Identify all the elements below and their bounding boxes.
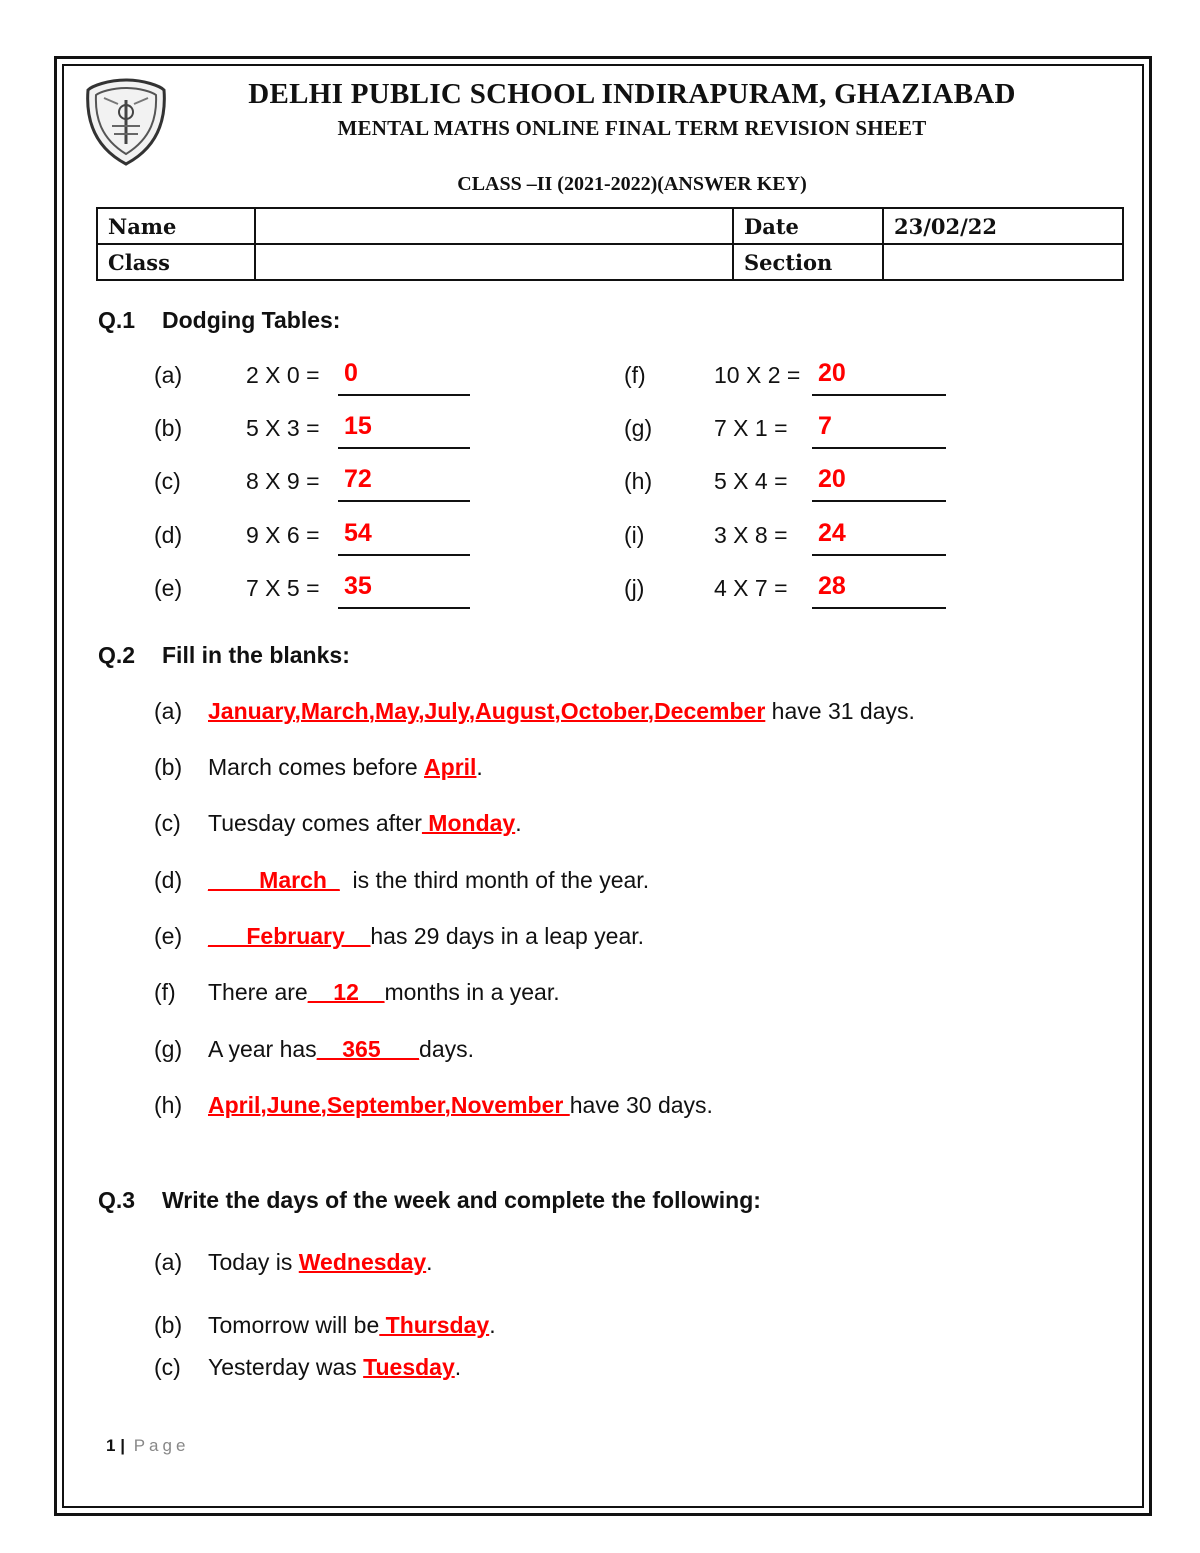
q3-title: Write the days of the week and complete the following: [162, 1187, 761, 1213]
q1-item-expression: 4 X 7 = [714, 575, 788, 601]
q1-item-label: (a) [154, 362, 183, 388]
q3-text-before: Today is [208, 1249, 299, 1275]
q1-item-expression: 8 X 9 = [246, 468, 320, 494]
class-field[interactable] [255, 244, 733, 280]
q1-number: Q.1 [98, 307, 136, 333]
q1-answer: 54 [344, 519, 372, 547]
q2-item-text [208, 1092, 713, 1119]
q3-item-text [208, 1354, 461, 1381]
q2-answer[interactable]: ___February__ [208, 923, 371, 949]
school-crest-icon [84, 76, 168, 168]
q2-answer[interactable]: April [424, 754, 477, 780]
q2-heading [98, 642, 350, 669]
q1-item-label: (b) [154, 415, 183, 441]
name-field[interactable] [255, 208, 733, 244]
q1-answer: 24 [818, 519, 846, 547]
q2-answer[interactable]: Monday [421, 810, 516, 836]
q2-text-after: . [515, 810, 522, 836]
q2-text-after: has 29 days in a leap year. [370, 923, 645, 949]
q3-answer[interactable]: Wednesday [298, 1249, 427, 1275]
q1-item-label: (f) [624, 362, 646, 388]
class-line: CLASS –II (2021-2022)(ANSWER KEY) [457, 173, 807, 195]
sheet-subtitle: MENTAL MATHS ONLINE FINAL TERM REVISION SHEET [337, 116, 927, 140]
q2-text-before: A year has [208, 1036, 317, 1062]
q1-answer: 72 [344, 465, 372, 493]
table-row [97, 208, 1123, 244]
q3-item-label: (a) [154, 1249, 183, 1275]
page-footer [106, 1436, 189, 1456]
q1-item-expression: 5 X 3 = [246, 415, 320, 441]
q3-text-before: Yesterday was [208, 1354, 364, 1380]
q1-answer: 7 [818, 412, 832, 440]
q1-item-expression: 10 X 2 = [714, 362, 801, 388]
q2-text-after: days. [419, 1036, 475, 1062]
q3-item-label: (b) [154, 1312, 183, 1338]
q1-answer: 0 [344, 359, 358, 387]
q2-answer[interactable]: January,March,May,July,August,October,December [208, 698, 766, 724]
page-number: 1 [106, 1436, 116, 1455]
q1-item-expression: 7 X 5 = [246, 575, 320, 601]
q2-item-text [208, 698, 915, 725]
table-row [97, 244, 1123, 280]
answer-blank[interactable] [812, 419, 946, 449]
q3-item-label: (c) [154, 1354, 181, 1380]
q2-item-label: (g) [154, 1036, 183, 1062]
q1-item-label: (i) [624, 522, 645, 548]
date-field[interactable]: 23/02/22 [883, 208, 1123, 244]
q2-answer[interactable]: __12__ [307, 979, 385, 1005]
q2-text-after: . [476, 754, 483, 780]
q3-answer[interactable]: Thursday [379, 1312, 490, 1338]
date-label: Date [733, 208, 883, 244]
q2-text-after: have 30 days. [569, 1092, 713, 1118]
school-name: DELHI PUBLIC SCHOOL INDIRAPURAM, GHAZIABAD [248, 78, 1016, 110]
q3-text-after: . [489, 1312, 496, 1338]
student-info-table [96, 207, 1124, 281]
q2-item-label: (h) [154, 1092, 183, 1118]
q2-answer[interactable]: ____March_ [208, 867, 340, 893]
q1-item-expression: 7 X 1 = [714, 415, 788, 441]
q3-answer[interactable]: Tuesday [363, 1354, 455, 1380]
section-field[interactable] [883, 244, 1123, 280]
q1-answer: 20 [818, 359, 846, 387]
q1-item-label: (e) [154, 575, 183, 601]
q1-heading [98, 307, 340, 334]
q2-item-text [208, 979, 560, 1006]
name-label: Name [97, 208, 255, 244]
q1-answer: 15 [344, 412, 372, 440]
q2-item-label: (f) [154, 979, 176, 1005]
q2-item-text [208, 810, 522, 837]
q3-text-after: . [426, 1249, 433, 1275]
q2-answer[interactable]: April,June,September,November [208, 1092, 570, 1118]
q1-answer: 35 [344, 572, 372, 600]
q1-item-expression: 9 X 6 = [246, 522, 320, 548]
q1-answer: 20 [818, 465, 846, 493]
q2-item-text [208, 1036, 474, 1063]
q2-title: Fill in the blanks: [162, 642, 350, 668]
q2-text-after: have 31 days. [765, 698, 915, 724]
q1-title: Dodging Tables: [162, 307, 341, 333]
q2-item-text [208, 923, 644, 950]
q2-item-label: (a) [154, 698, 183, 724]
q2-number: Q.2 [98, 642, 136, 668]
q1-item-label: (c) [154, 468, 181, 494]
q2-item-label: (b) [154, 754, 183, 780]
q2-text-before: March comes before [208, 754, 425, 780]
q1-item-expression: 5 X 4 = [714, 468, 788, 494]
q3-text-before: Tomorrow will be [208, 1312, 380, 1338]
q1-item-label: (d) [154, 522, 183, 548]
q2-item-label: (e) [154, 923, 183, 949]
q3-text-after: . [454, 1354, 462, 1380]
q1-item-label: (j) [624, 575, 645, 601]
q1-item-expression: 2 X 0 = [246, 362, 320, 388]
q1-item-label: (g) [624, 415, 653, 441]
q3-heading [98, 1187, 761, 1214]
q1-item-label: (h) [624, 468, 653, 494]
section-label: Section [733, 244, 883, 280]
q3-item-text [208, 1249, 433, 1276]
q2-item-label: (d) [154, 867, 183, 893]
q2-text-after: is the third month of the year. [339, 867, 650, 893]
q1-item-expression: 3 X 8 = [714, 522, 788, 548]
q1-answer: 28 [818, 572, 846, 600]
q2-text-after: months in a year. [384, 979, 560, 1005]
q2-item-text [208, 754, 483, 781]
q2-item-text [208, 867, 649, 894]
page-label: Page [133, 1436, 190, 1455]
footer-separator: | [120, 1436, 125, 1455]
q3-item-text [208, 1312, 496, 1339]
q2-item-label: (c) [154, 810, 181, 836]
q3-number: Q.3 [98, 1187, 136, 1213]
q2-answer[interactable]: __365___ [316, 1036, 420, 1062]
class-label: Class [97, 244, 255, 280]
q2-text-before: There are [208, 979, 308, 1005]
q2-text-before: Tuesday comes after [208, 810, 422, 836]
